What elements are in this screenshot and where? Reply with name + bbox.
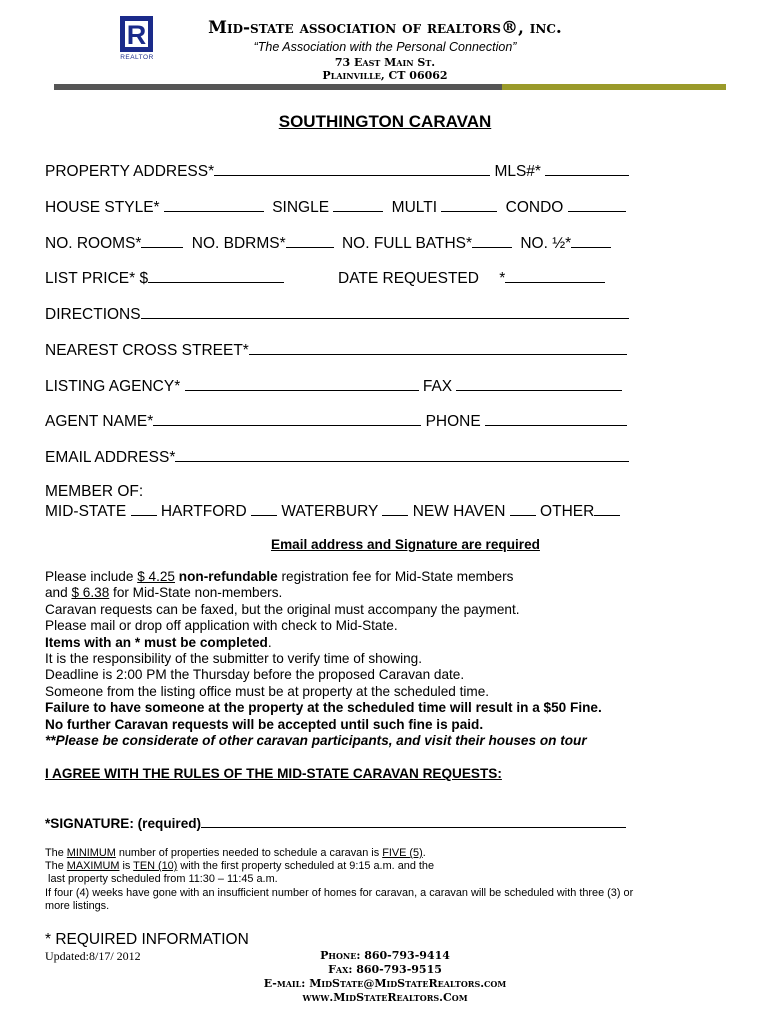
org-city: Plainville, CT 06062 xyxy=(322,69,448,82)
row-cross-street xyxy=(45,340,627,360)
realtor-logo-caption: REALTOR xyxy=(120,54,154,61)
mls-label: MLS#* xyxy=(494,163,541,180)
rule-failure: Failure to have someone at the property at the scheduled time will result in a $50 Fine. xyxy=(45,700,602,716)
row-listing-agency xyxy=(45,376,622,396)
maximum-line: The MAXIMUM is TEN (10) with the first property scheduled at 9:15 a.m. and the xyxy=(45,860,435,873)
header-rule-olive xyxy=(502,84,726,90)
row-date-requested xyxy=(338,268,605,288)
phone-input[interactable] xyxy=(485,411,627,426)
rule-considerate: **Please be considerate of other caravan participants, and visit their houses on tour xyxy=(45,733,587,749)
updated-date: Updated:8/17/ 2012 xyxy=(45,949,141,963)
rule-deadline: Deadline is 2:00 PM the Thursday before the proposed Caravan date. xyxy=(45,667,465,683)
more-listings-line: more listings. xyxy=(45,899,110,912)
signature-label: *SIGNATURE: (required) xyxy=(45,816,202,831)
hartford-label: HARTFORD xyxy=(160,503,247,520)
footer-website: www.MidStateRealtors.Com xyxy=(302,991,468,1004)
member-of-label: MEMBER OF: xyxy=(45,483,144,500)
minimum-line: The MINIMUM number of properties needed to schedule a caravan is FIVE (5). xyxy=(45,847,426,859)
fee-nonmembers-amount: $ 6.38 xyxy=(71,585,110,601)
waterbury-label: WATERBURY xyxy=(281,503,379,520)
agent-name-input[interactable] xyxy=(153,411,421,426)
mls-input[interactable] xyxy=(545,161,629,176)
row-rooms xyxy=(45,233,611,253)
footer-fax: Fax: 860-793-9515 xyxy=(328,963,442,976)
rule-items: Items with an * must be completed. xyxy=(45,634,272,650)
no-rooms-label: NO. ROOMS* xyxy=(45,235,142,252)
no-half-baths-input[interactable] xyxy=(571,233,611,248)
org-address: 73 East Main St. xyxy=(334,56,436,69)
condo-input[interactable] xyxy=(568,197,626,212)
directions-input[interactable] xyxy=(141,304,629,319)
no-bdrms-input[interactable] xyxy=(286,233,334,248)
list-price-input[interactable] xyxy=(148,268,284,283)
directions-label: DIRECTIONS xyxy=(45,306,141,323)
phone-label: PHONE xyxy=(425,413,481,430)
hartford-input[interactable] xyxy=(251,501,277,516)
date-requested-star: * xyxy=(499,270,506,287)
header-rule-dark xyxy=(54,84,502,90)
mid-state-input[interactable] xyxy=(131,501,157,516)
house-style-label: HOUSE STYLE* xyxy=(45,199,160,216)
no-rooms-input[interactable] xyxy=(141,233,183,248)
other-input[interactable] xyxy=(594,501,620,516)
no-half-baths-label: NO. ½* xyxy=(520,235,572,252)
row-agent-name xyxy=(45,411,627,431)
last-property-line: last property scheduled from 11:30 – 11:45 a.m. xyxy=(45,873,278,886)
fax-input[interactable] xyxy=(456,376,622,391)
listing-agency-label: LISTING AGENCY* xyxy=(45,378,181,395)
mid-state-label: MID-STATE xyxy=(45,503,127,520)
cross-street-label: NEAREST CROSS STREET* xyxy=(45,342,249,359)
cross-street-input[interactable] xyxy=(249,340,627,355)
org-tagline: “The Association with the Personal Connection” xyxy=(253,40,517,54)
fax-label: FAX xyxy=(422,378,453,395)
footer-phone: Phone: 860-793-9414 xyxy=(320,949,450,962)
rules-block xyxy=(45,569,735,749)
realtor-logo-letter: R xyxy=(126,20,147,50)
fee-nonmembers-line: and $ 6.38 for Mid-State non-members. xyxy=(45,585,283,601)
single-input[interactable] xyxy=(333,197,383,212)
multi-input[interactable] xyxy=(441,197,497,212)
agent-name-label: AGENT NAME* xyxy=(45,413,154,430)
email-input[interactable] xyxy=(175,447,629,462)
signature-input[interactable] xyxy=(201,815,626,828)
four-weeks-line: If four (4) weeks have gone with an insufficient number of homes for caravan, a caravan will be scheduled with three (3) or xyxy=(45,886,634,899)
date-requested-label: DATE REQUESTED xyxy=(338,270,479,287)
realtor-logo-mark xyxy=(120,16,153,52)
property-address-input[interactable] xyxy=(214,161,490,176)
email-label: EMAIL ADDRESS* xyxy=(45,449,176,466)
row-list-price xyxy=(45,268,284,288)
other-label: OTHER xyxy=(540,503,595,520)
no-full-baths-label: NO. FULL BATHS* xyxy=(341,235,473,252)
page-title: SOUTHINGTON CARAVAN xyxy=(278,112,492,131)
new-haven-label: NEW HAVEN xyxy=(412,503,506,520)
row-email xyxy=(45,447,629,467)
fee-members-line: Please include $ 4.25 non-refundable registration fee for Mid-State members xyxy=(45,569,514,584)
row-signature xyxy=(45,815,626,831)
condo-label: CONDO xyxy=(505,199,564,216)
listing-agency-input[interactable] xyxy=(185,376,419,391)
date-requested-input[interactable] xyxy=(505,268,605,283)
rule-fax: Caravan requests can be faxed, but the original must accompany the payment. xyxy=(45,601,520,617)
row-house-style xyxy=(45,197,626,217)
org-name: Mid-state association of realtors®, inc. xyxy=(208,18,562,38)
rule-someone: Someone from the listing office must be at property at the scheduled time. xyxy=(45,683,490,699)
new-haven-input[interactable] xyxy=(510,501,536,516)
rule-no-further: No further Caravan requests will be accepted until such fine is paid. xyxy=(45,716,484,732)
house-style-input[interactable] xyxy=(164,197,264,212)
row-directions xyxy=(45,304,629,324)
agree-statement: I AGREE WITH THE RULES OF THE MID-STATE CARAVAN REQUESTS: xyxy=(45,766,502,781)
required-notice: Email address and Signature are required xyxy=(271,537,540,552)
footer-email: E-mail: MidState@MidStateRealtors.com xyxy=(263,977,507,990)
rule-mail: Please mail or drop off application with check to Mid-State. xyxy=(45,618,398,634)
row-property-address xyxy=(45,161,629,181)
no-bdrms-label: NO. BDRMS* xyxy=(191,235,286,252)
no-full-baths-input[interactable] xyxy=(472,233,512,248)
rule-responsibility: It is the responsibility of the submitter to verify time of showing. xyxy=(45,651,423,667)
single-label: SINGLE xyxy=(272,199,330,216)
multi-label: MULTI xyxy=(391,199,438,216)
fine-print xyxy=(45,847,735,913)
required-information-note: * REQUIRED INFORMATION xyxy=(45,931,249,948)
property-address-label: PROPERTY ADDRESS* xyxy=(45,163,215,180)
list-price-label: LIST PRICE* $ xyxy=(45,270,149,287)
fee-members-amount: $ 4.25 xyxy=(137,569,175,584)
waterbury-input[interactable] xyxy=(382,501,408,516)
row-membership xyxy=(45,501,620,521)
